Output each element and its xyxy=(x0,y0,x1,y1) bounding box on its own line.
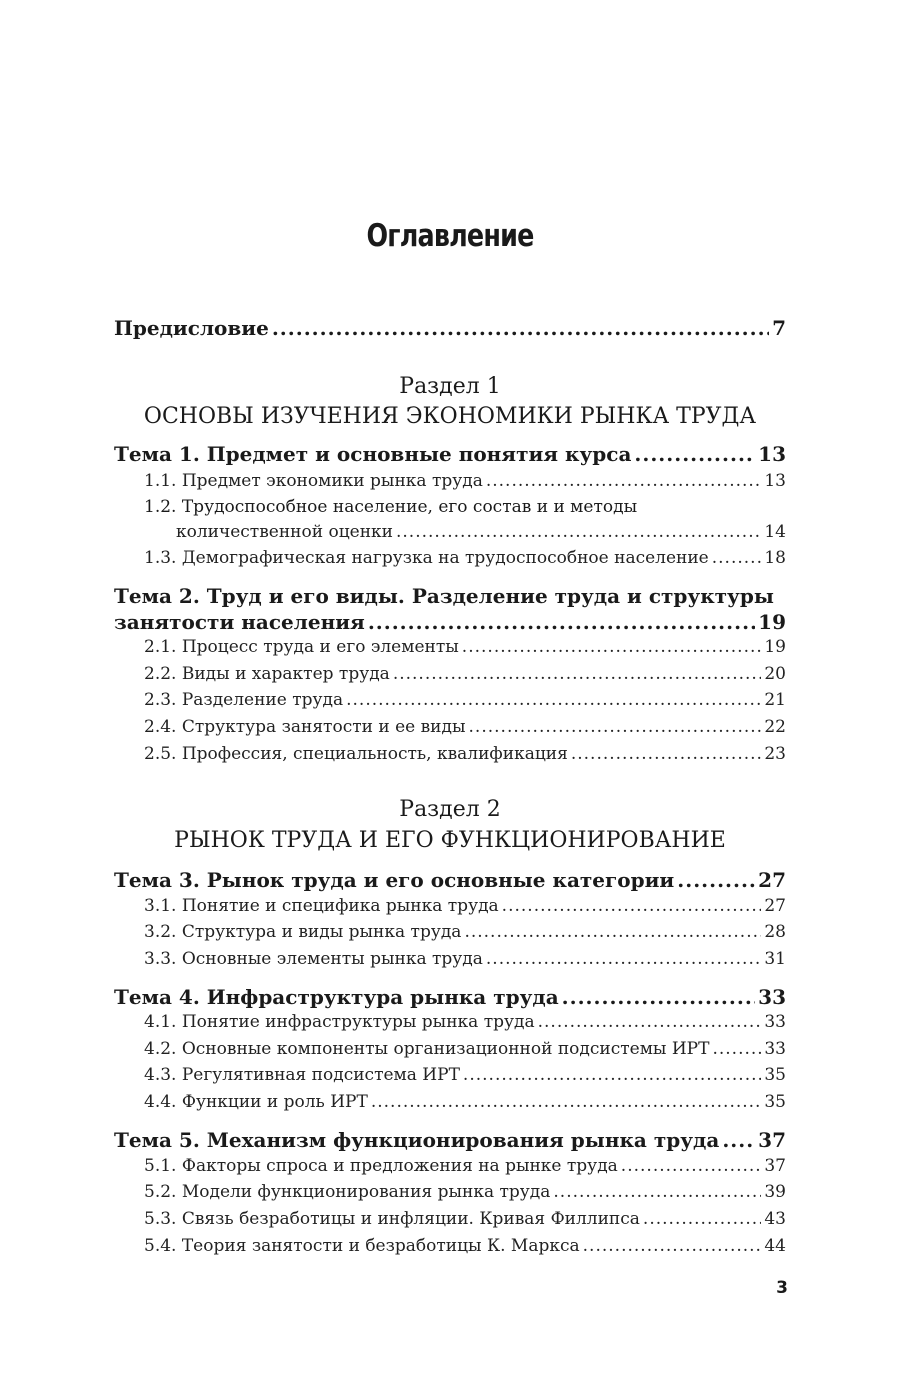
entry-page: 35 xyxy=(764,1092,786,1112)
entry-label: 1.1. Предмет экономики рынка труда xyxy=(144,471,483,491)
section-title: РЫНОК ТРУДА И ЕГО ФУНКЦИОНИРОВАНИЕ xyxy=(174,828,726,853)
entry-label: Предисловие xyxy=(114,316,269,340)
leader-dots xyxy=(538,1012,762,1032)
entry-label: 4.4. Функции и роль ИРТ xyxy=(144,1092,368,1112)
toc-entry-subtopic[interactable] xyxy=(0,1092,786,1112)
entry-page: 44 xyxy=(764,1236,786,1256)
leader-dots xyxy=(464,922,761,942)
toc-entry-subtopic[interactable] xyxy=(0,664,786,684)
leader-dots xyxy=(396,522,761,542)
leader-dots xyxy=(712,1039,761,1059)
entry-page: 14 xyxy=(764,522,786,542)
entry-label: количественной оценки xyxy=(176,522,393,542)
entry-page: 18 xyxy=(764,548,786,568)
entry-label: 5.1. Факторы спроса и предложения на рынке труда xyxy=(144,1156,618,1176)
toc-entry-subtopic[interactable] xyxy=(0,522,786,542)
entry-label: 3.2. Структура и виды рынка труда xyxy=(144,922,462,942)
toc-entry-topic[interactable] xyxy=(0,1128,786,1152)
entry-label: 2.1. Процесс труда и его элементы xyxy=(144,637,459,657)
entry-label: Тема 5. Механизм функционирования рынка труда xyxy=(114,1128,720,1152)
toc-entry-subtopic[interactable] xyxy=(0,744,786,764)
leader-dots xyxy=(621,1156,762,1176)
entry-page: 19 xyxy=(764,637,786,657)
leader-dots xyxy=(643,1209,761,1229)
entry-page: 23 xyxy=(764,744,786,764)
toc-entry-subtopic[interactable] xyxy=(0,1236,786,1256)
leader-dots xyxy=(462,637,762,657)
entry-label: 4.3. Регулятивная подсистема ИРТ xyxy=(144,1065,460,1085)
leader-dots xyxy=(346,690,761,710)
entry-label: 2.3. Разделение труда xyxy=(144,690,344,710)
entry-label: 5.4. Теория занятости и безработицы К. Маркса xyxy=(144,1236,580,1256)
section-title: ОСНОВЫ ИЗУЧЕНИЯ ЭКОНОМИКИ РЫНКА ТРУДА xyxy=(143,404,757,429)
entry-page: 20 xyxy=(764,664,786,684)
entry-label: 2.4. Структура занятости и ее виды xyxy=(144,717,466,737)
toc-entry-subtopic[interactable] xyxy=(0,548,786,568)
entry-page: 33 xyxy=(758,985,786,1009)
entry-label: Тема 4. Инфраструктура рынка труда xyxy=(114,985,559,1009)
leader-dots xyxy=(583,1236,762,1256)
toc-entry-subtopic[interactable] xyxy=(0,471,786,491)
leader-dots xyxy=(463,1065,761,1085)
toc-entry-subtopic[interactable] xyxy=(0,922,786,942)
toc-entry-subtopic[interactable] xyxy=(0,1209,786,1229)
entry-page: 13 xyxy=(758,442,786,466)
leader-dots xyxy=(368,610,755,634)
toc-entry-subtopic[interactable] xyxy=(0,949,786,969)
toc-entry-subtopic[interactable] xyxy=(0,1182,786,1202)
entry-page: 13 xyxy=(764,471,786,491)
entry-page: 27 xyxy=(764,896,786,916)
toc-entry-subtopic[interactable] xyxy=(0,1065,786,1085)
entry-page: 37 xyxy=(758,1128,786,1152)
entry-label-line1: 1.2. Трудоспособное население, его состав и и методы xyxy=(144,497,638,517)
leader-dots xyxy=(562,985,755,1009)
entry-label: 2.5. Профессия, специальность, квалификация xyxy=(144,744,568,764)
leader-dots xyxy=(486,949,761,969)
entry-page: 43 xyxy=(764,1209,786,1229)
entry-label: занятости населения xyxy=(114,610,365,634)
leader-dots xyxy=(469,717,762,737)
entry-page: 21 xyxy=(764,690,786,710)
leader-dots xyxy=(553,1182,761,1202)
section-number: Раздел 2 xyxy=(399,797,501,822)
toc-entry-subtopic[interactable] xyxy=(0,1039,786,1059)
leader-dots xyxy=(634,442,755,466)
entry-label: Тема 1. Предмет и основные понятия курса xyxy=(114,442,632,466)
entry-page: 33 xyxy=(764,1039,786,1059)
leader-dots xyxy=(677,868,755,892)
entry-page: 22 xyxy=(764,717,786,737)
entry-label: 3.1. Понятие и специфика рынка труда xyxy=(144,896,499,916)
toc-entry-subtopic[interactable] xyxy=(0,1012,786,1032)
leader-dots xyxy=(722,1128,755,1152)
leader-dots xyxy=(371,1092,762,1112)
leader-dots xyxy=(502,896,762,916)
entry-label: 3.3. Основные элементы рынка труда xyxy=(144,949,483,969)
entry-page: 39 xyxy=(764,1182,786,1202)
entry-label: 4.2. Основные компоненты организационной подсистемы ИРТ xyxy=(144,1039,710,1059)
leader-dots xyxy=(393,664,762,684)
entry-page: 19 xyxy=(758,610,786,634)
entry-page: 35 xyxy=(764,1065,786,1085)
entry-label-line1: Тема 2. Труд и его виды. Разделение труда и структуры xyxy=(114,584,774,608)
entry-page: 27 xyxy=(758,868,786,892)
entry-page: 7 xyxy=(772,316,786,340)
toc-entry-subtopic[interactable] xyxy=(0,1156,786,1176)
toc-entry-topic[interactable] xyxy=(0,868,786,892)
leader-dots xyxy=(486,471,762,491)
entry-label: 4.1. Понятие инфраструктуры рынка труда xyxy=(144,1012,535,1032)
entry-page: 31 xyxy=(764,949,786,969)
leader-dots xyxy=(571,744,762,764)
page-number: 3 xyxy=(776,1278,788,1298)
entry-label: 5.3. Связь безработицы и инфляции. Кривая Филлипса xyxy=(144,1209,640,1229)
leader-dots xyxy=(712,548,762,568)
entry-label: 5.2. Модели функционирования рынка труда xyxy=(144,1182,551,1202)
toc-entry-topic[interactable] xyxy=(0,442,786,466)
toc-entry-topic[interactable] xyxy=(0,985,786,1009)
toc-title: Оглавление xyxy=(366,218,534,254)
entry-label: 2.2. Виды и характер труда xyxy=(144,664,390,684)
toc-entry-subtopic[interactable] xyxy=(0,896,786,916)
toc-entry-subtopic[interactable] xyxy=(0,637,786,657)
entry-page: 33 xyxy=(764,1012,786,1032)
toc-entry-topic[interactable] xyxy=(0,610,786,634)
entry-page: 37 xyxy=(764,1156,786,1176)
entry-page: 28 xyxy=(764,922,786,942)
toc-entry-preface[interactable] xyxy=(0,316,786,340)
entry-label: Тема 3. Рынок труда и его основные категории xyxy=(114,868,675,892)
toc-entry-subtopic[interactable] xyxy=(0,690,786,710)
section-number: Раздел 1 xyxy=(399,374,501,399)
toc-entry-subtopic[interactable] xyxy=(0,717,786,737)
leader-dots xyxy=(272,316,769,340)
entry-label: 1.3. Демографическая нагрузка на трудоспособное население xyxy=(144,548,709,568)
